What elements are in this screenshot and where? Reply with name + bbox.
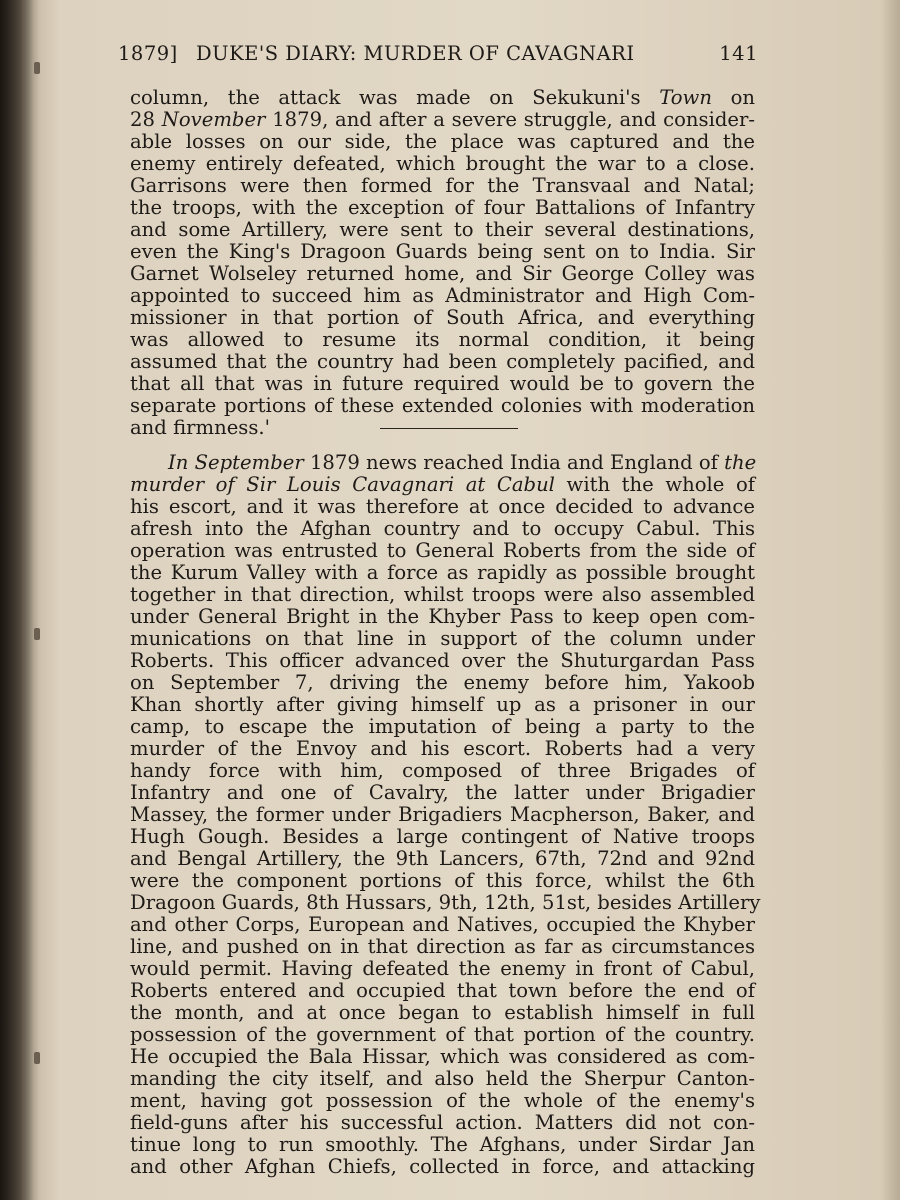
text-line: afresh into the Afghan country and to occupy Cabul. This (130, 517, 755, 540)
text-line: that all that was in future required would be to govern the (130, 372, 755, 395)
text-line: and other Afghan Chiefs, collected in force, and attacking (130, 1155, 755, 1178)
text-line: 28 November 1879, and after a severe struggle, and consider- (130, 108, 756, 131)
text-line: Garrisons were then formed for the Transvaal and Natal; (130, 174, 755, 197)
running-head-title: DUKE'S DIARY: MURDER OF CAVAGNARI (196, 42, 635, 65)
text-line: tinue long to run smoothly. The Afghans, under Sirdar Jan (130, 1133, 755, 1156)
text-line: column, the attack was made on Sekukuni's Town on (130, 86, 756, 109)
text-line: field-guns after his successful action. Matters did not con- (130, 1111, 755, 1134)
text-line: missioner in that portion of South Africa, and everything (130, 306, 755, 329)
text-line: Khan shortly after giving himself up as a prisoner in our (130, 693, 755, 716)
text-line: were the component portions of this force, whilst the 6th (130, 869, 755, 892)
text-line: camp, to escape the imputation of being a party to the (130, 715, 755, 738)
text-line: handy force with him, composed of three Brigades of (130, 759, 755, 782)
running-head (118, 42, 758, 70)
text-line: operation was entrusted to General Roberts from the side of (130, 539, 755, 562)
text-line: ment, having got possession of the whole of the enemy's (130, 1089, 755, 1112)
page-number: 141 (719, 42, 758, 65)
text-line: the troops, with the exception of four Battalions of Infantry (130, 196, 755, 219)
text-line: In September 1879 news reached India and England of the (168, 451, 757, 474)
text-line: assumed that the country had been completely pacified, and (130, 350, 755, 373)
text-line: able losses on our side, the place was captured and the (130, 130, 755, 153)
text-line: Roberts entered and occupied that town before the end of (130, 979, 755, 1002)
text-line: the Kurum Valley with a force as rapidly as possible brought (130, 561, 755, 584)
text-line: line, and pushed on in that direction as far as circumstances (130, 935, 755, 958)
text-line: enemy entirely defeated, which brought the war to a close. (130, 152, 755, 175)
text-line: Dragoon Guards, 8th Hussars, 9th, 12th, 51st, besides Artillery (130, 891, 761, 914)
text-line: the month, and at once began to establish himself in full (130, 1001, 755, 1024)
text-line: together in that direction, whilst troops were also assembled (130, 583, 755, 606)
text-line: would permit. Having defeated the enemy in front of Cabul, (130, 957, 755, 980)
text-line: separate portions of these extended colonies with moderation (130, 394, 755, 417)
text-line: murder of Sir Louis Cavagnari at Cabul with the whole of (130, 473, 755, 496)
text-line: Massey, the former under Brigadiers Macpherson, Baker, and (130, 803, 755, 826)
text-line: and Bengal Artillery, the 9th Lancers, 67th, 72nd and 92nd (130, 847, 755, 870)
text-line: murder of the Envoy and his escort. Roberts had a very (130, 737, 755, 760)
text-line: and other Corps, European and Natives, occupied the Khyber (130, 913, 755, 936)
text-line: possession of the government of that portion of the country. (130, 1023, 755, 1046)
text-line: on September 7, driving the enemy before him, Yakoob (130, 671, 755, 694)
running-head-year: 1879] (118, 42, 178, 65)
text-line: and firmness.' (130, 416, 271, 439)
text-line: He occupied the Bala Hissar, which was considered as com- (130, 1045, 755, 1068)
text-line: Infantry and one of Cavalry, the latter under Brigadier (130, 781, 755, 804)
text-line: and some Artillery, were sent to their several destinations, (130, 218, 755, 241)
text-line: under General Bright in the Khyber Pass to keep open com- (130, 605, 755, 628)
section-divider (380, 428, 518, 429)
text-line: his escort, and it was therefore at once decided to advance (130, 495, 755, 518)
text-line: Roberts. This officer advanced over the Shuturgardan Pass (130, 649, 755, 672)
text-line: Garnet Wolseley returned home, and Sir George Colley was (130, 262, 755, 285)
text-line: manding the city itself, and also held the Sherpur Canton- (130, 1067, 755, 1090)
text-line: munications on that line in support of the column under (130, 627, 755, 650)
text-line: appointed to succeed him as Administrator and High Com- (130, 284, 755, 307)
text-line: was allowed to resume its normal condition, it being (130, 328, 755, 351)
text-line: even the King's Dragoon Guards being sent on to India. Sir (130, 240, 755, 263)
text-line: Hugh Gough. Besides a large contingent of Native troops (130, 825, 755, 848)
